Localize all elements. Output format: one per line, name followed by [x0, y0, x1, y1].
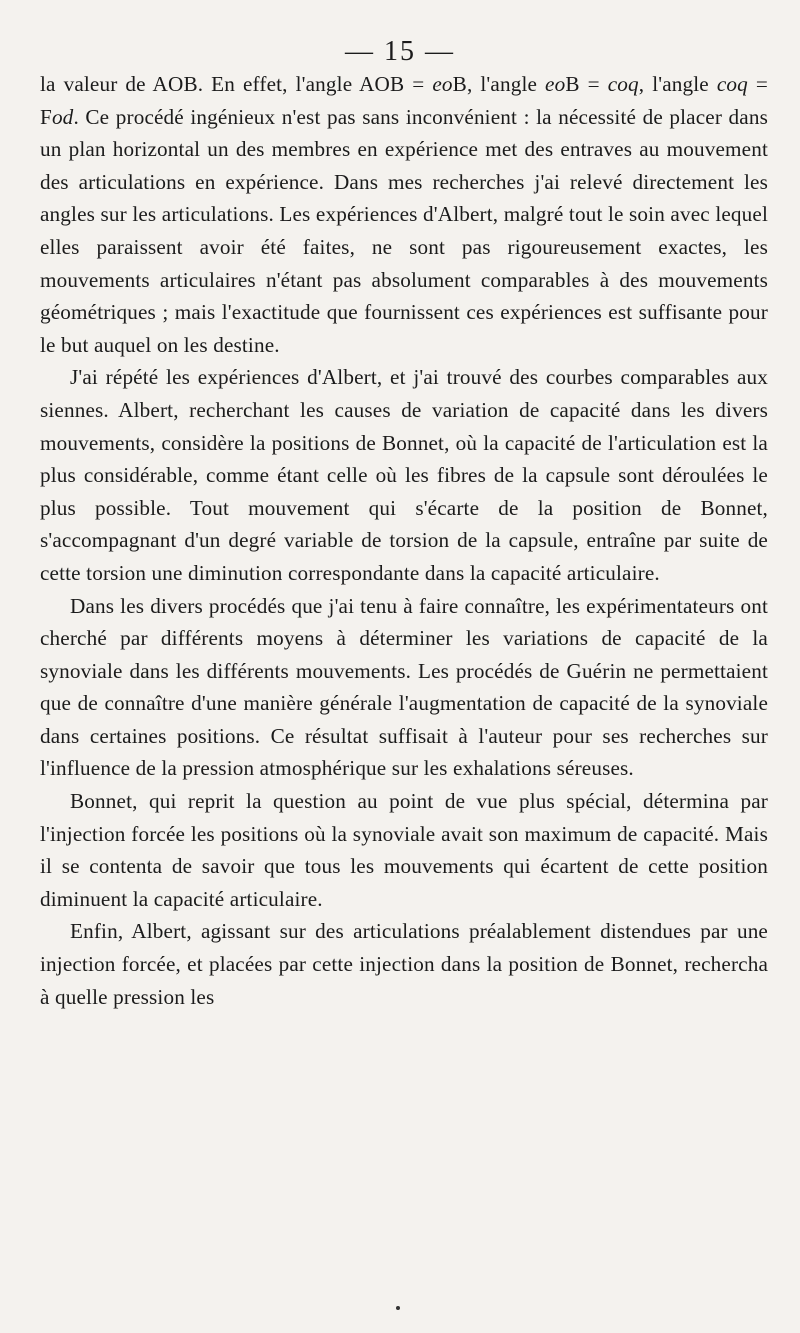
text-run: la valeur de AOB. En effet, l'angle AOB = [40, 72, 433, 96]
paragraph [40, 915, 768, 1013]
italic-text: od [51, 104, 74, 129]
paragraph [40, 68, 768, 361]
text-run: Bonnet, qui reprit la question au point de vue plus spécial, détermina par l'injection forcée les positions où la synoviale avait son maximum de capacité. Mais il se contenta de savoir que tous les mouvements qui écartent de cette position diminuent la capacité articulaire. [40, 789, 768, 911]
italic-text: eo [432, 72, 453, 96]
text-run: B, l'angle [452, 72, 546, 96]
italic-text: coq [607, 72, 639, 96]
italic-text: eo [545, 72, 566, 96]
paragraph [40, 590, 768, 786]
paragraph [40, 785, 768, 915]
text-run: . Ce procédé ingénieux n'est pas sans inconvénient : la nécessité de placer dans un plan horizontal un des membres en expérience met des entraves au mouvement des articulations en expérience. Dans mes recherches j'ai relevé directement les angles sur les articulations. Les expériences d'Albert, malgré tout le soin avec lequel elles paraissent avoir été faites, ne sont pas rigoureusement exactes, les mouvements articulaires n'étant pas absolument comparables à des mouvements géométriques ; mais l'exactitude que fournissent ces expériences est suffisante pour le but auquel on les destine. [40, 104, 768, 357]
italic-text: coq [716, 72, 748, 96]
print-speck [396, 1306, 400, 1310]
text-run: = F [40, 72, 768, 129]
text-run: J'ai répété les expériences d'Albert, et j'ai trouvé des courbes comparables aux siennes. Albert, recherchant les causes de variation de capacité dans les divers mouvements, considère la positions de Bonnet, où la capacité de l'articulation est la plus considérable, comme étant celle où les fibres de la capsule sont déroulées le plus possible. Tout mouvement qui s'écarte de la position de Bonnet, s'accompagnant d'un degré variable de torsion de la capsule, entraîne par suite de cette torsion une diminution correspondante dans la capacité articulaire. [40, 365, 768, 585]
page-number: — 15 — [345, 36, 455, 67]
text-run: Dans les divers procédés que j'ai tenu à faire connaître, les expérimentateurs ont cherché par différents moyens à déterminer les variations de capacité de la synoviale dans les différents mouvements. Les procédés de Guérin ne permettaient que de connaître d'une manière générale l'augmentation de capacité de la synoviale dans certaines positions. Ce résultat suffisait à l'auteur pour ses recherches sur l'influence de la pression atmosphérique sur les exhalations séreuses. [40, 593, 768, 781]
text-run: Enfin, Albert, agissant sur des articulations préalablement distendues par une injection forcée, et placées par cette injection dans la position de Bonnet, rechercha à quelle pression les [40, 919, 768, 1009]
text-run: , l'angle [638, 72, 717, 96]
body-text [40, 68, 768, 1013]
text-run: B = [565, 72, 608, 96]
paragraph [40, 361, 768, 589]
